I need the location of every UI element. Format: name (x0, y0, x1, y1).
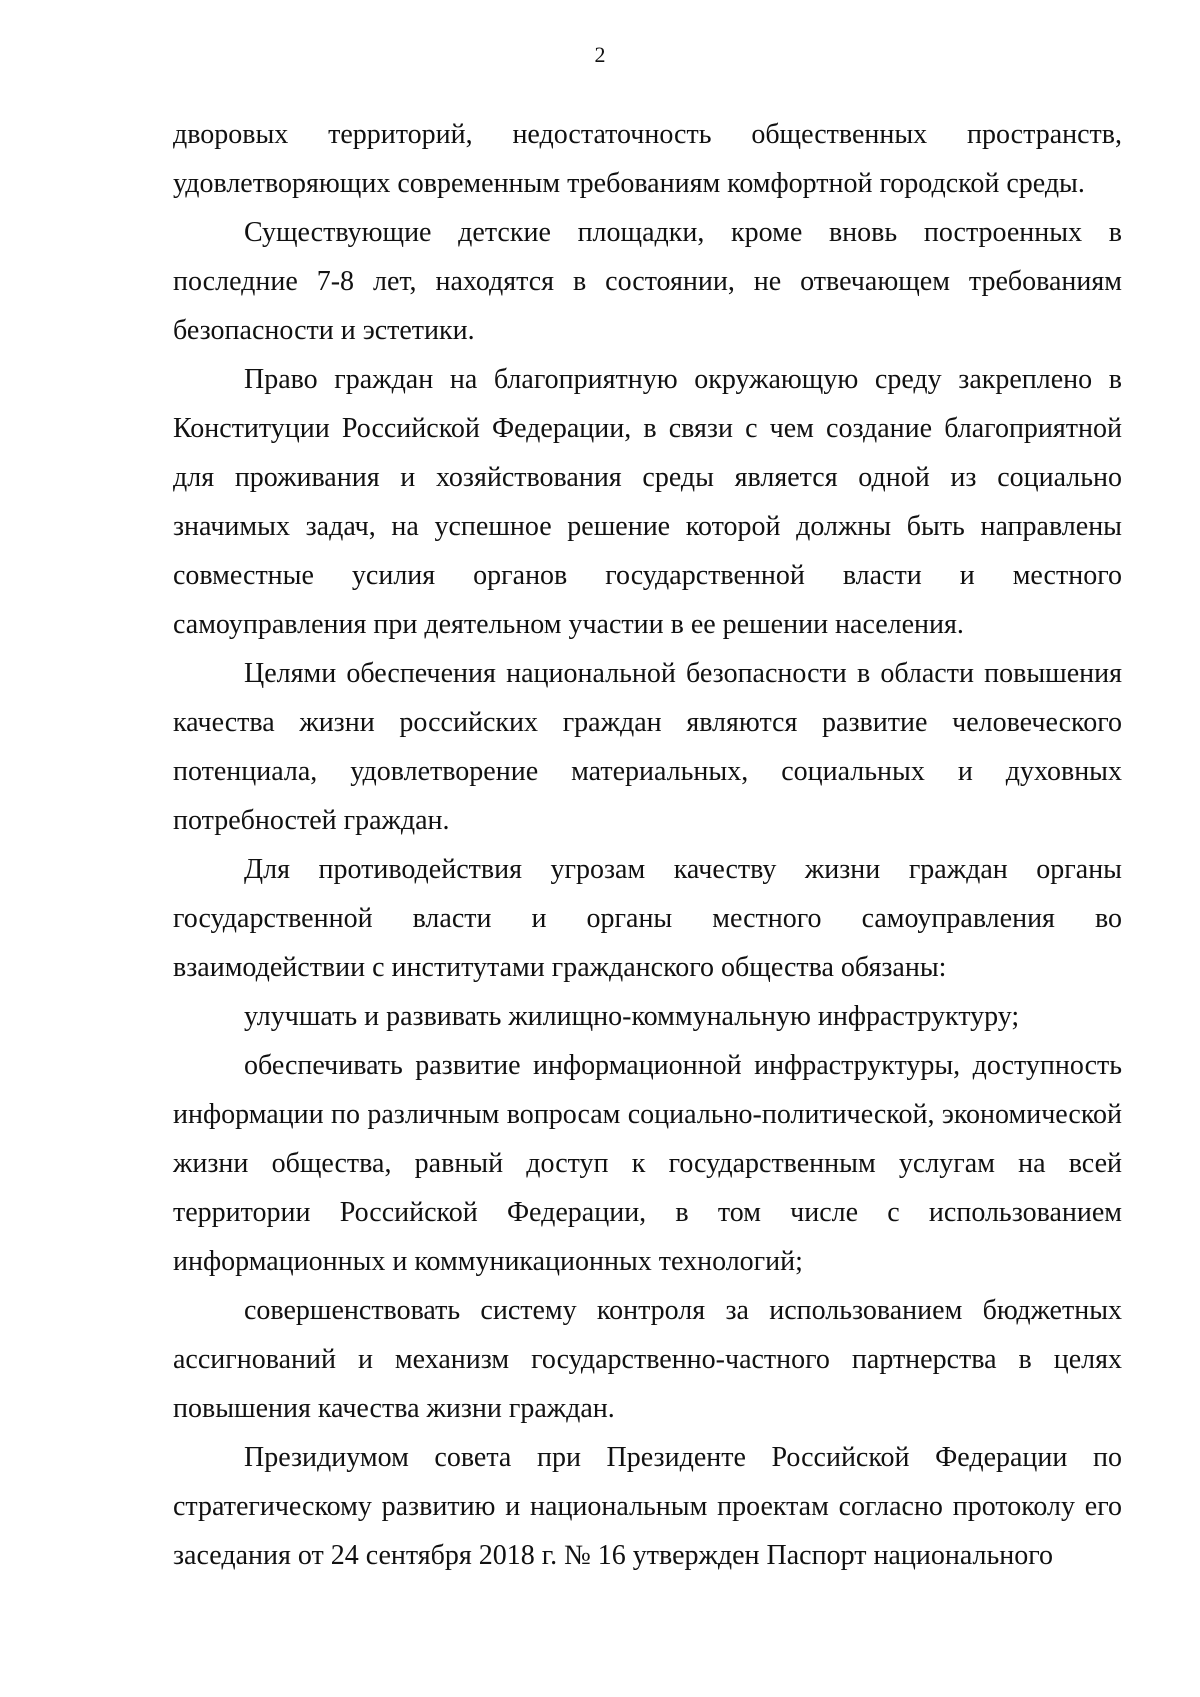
paragraph-obligations-intro: Для противодействия угрозам качеству жизни граждан органы государственной власти и органы местного самоуправления во взаимодействии с институтами гражданского общества обязаны: (173, 854, 1122, 983)
page-number: 2 (594, 42, 606, 67)
paragraph-national-security-goals: Целями обеспечения национальной безопасности в области повышения качества жизни российских граждан являются развитие человеческого потенциала, удовлетворение материальных, социальных и духовных потребностей граждан. (173, 658, 1122, 836)
paragraph-playgrounds: Существующие детские площадки, кроме вновь построенных в последние 7-8 лет, находятся в состоянии, не отвечающем требованиям безопасности и эстетики. (173, 217, 1122, 346)
list-item-information-infrastructure: обеспечивать развитие информационной инфраструктуры, доступность информации по различным вопросам социально-политической, экономической жизни общества, равный доступ к государственным услугам на всей территории Российской Федерации, в том числе с использованием информационных и коммуникационных технологий; (173, 1050, 1122, 1277)
paragraph-presidium-protocol: Президиумом совета при Президенте Российской Федерации по стратегическому развитию и национальным проектам согласно протоколу его заседания от 24 сентября 2018 г. № 16 утвержден Паспорт национального (173, 1442, 1122, 1571)
list-item-budget-control: совершенствовать систему контроля за использованием бюджетных ассигнований и механизм государственно-частного партнерства в целях повышения качества жизни граждан. (173, 1295, 1122, 1424)
document-body (173, 110, 1122, 1580)
paragraph-continuation: дворовых территорий, недостаточность общественных пространств, удовлетворяющих современным требованиям комфортной городской среды. (173, 119, 1122, 199)
paragraph-citizens-rights: Право граждан на благоприятную окружающую среду закреплено в Конституции Российской Федерации, в связи с чем создание благоприятной для проживания и хозяйствования среды является одной из социально значимых задач, на успешное решение которой должны быть направлены совместные усилия органов государственной власти и местного самоуправления при деятельном участии в ее решении населения. (173, 364, 1122, 640)
list-item-housing-infrastructure: улучшать и развивать жилищно-коммунальную инфраструктуру; (244, 1001, 1020, 1032)
